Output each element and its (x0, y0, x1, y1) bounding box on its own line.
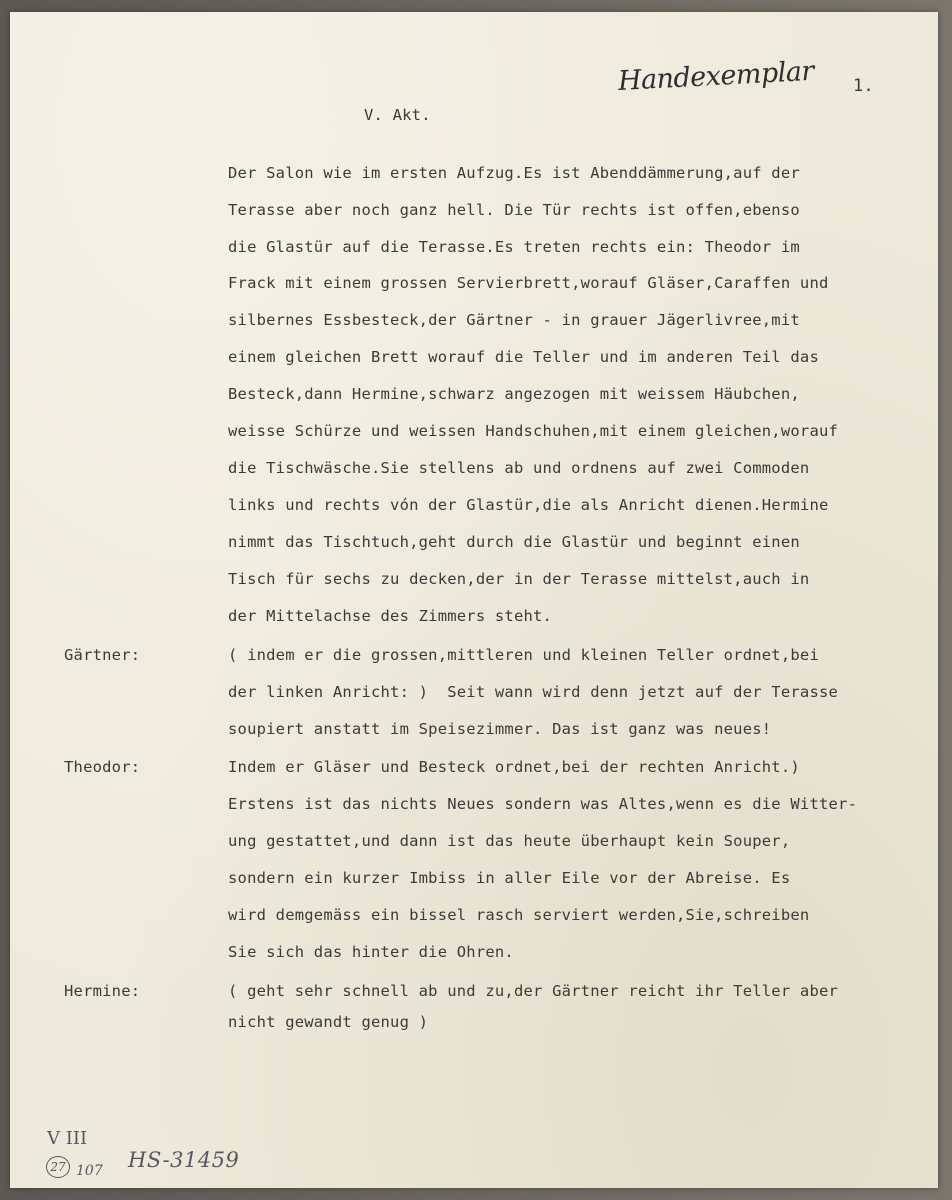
dialogue-line: soupiert anstatt im Speisezimmer. Das ist ganz was neues! (228, 720, 772, 738)
archive-circled-number: 27 (46, 1156, 70, 1178)
stage-direction-line: weisse Schürze und weissen Handschuhen,mit einem gleichen,worauf (228, 422, 839, 440)
dialogue-line: Erstens ist das nichts Neues sondern was Altes,wenn es die Witter- (228, 795, 858, 813)
dialogue-line: ( geht sehr schnell ab und zu,der Gärtner reicht ihr Teller aber (228, 982, 839, 1000)
dialogue-line: wird demgemäss ein bissel rasch serviert werden,Sie,schreiben (228, 906, 810, 924)
dialogue-line: Indem er Gläser und Besteck ordnet,bei der rechten Anricht.) (228, 758, 800, 776)
stage-direction-line: einem gleichen Brett worauf die Teller und im anderen Teil das (228, 348, 819, 366)
dialogue-line: nicht gewandt genug ) (228, 1013, 429, 1031)
stage-direction-line: nimmt das Tischtuch,geht durch die Glastür und beginnt einen (228, 533, 800, 551)
dialogue-line: sondern ein kurzer Imbiss in aller Eile vor der Abreise. Es (228, 869, 791, 887)
stage-direction-line: Besteck,dann Hermine,schwarz angezogen mit weissem Häubchen, (228, 385, 800, 403)
dialogue-line: Sie sich das hinter die Ohren. (228, 943, 514, 961)
dialogue-line: der linken Anricht: ) Seit wann wird denn jetzt auf der Terasse (228, 683, 839, 701)
stage-direction-line: Tisch für sechs zu decken,der in der Terasse mittelst,auch in (228, 570, 810, 588)
speaker-name: Gärtner: (64, 646, 141, 664)
handwritten-label: Handexemplar (617, 55, 815, 97)
dialogue-line: ( indem er die grossen,mittleren und kleinen Teller ordnet,bei (228, 646, 819, 664)
stage-direction-line: der Mittelachse des Zimmers steht. (228, 607, 553, 625)
stage-direction-line: Terasse aber noch ganz hell. Die Tür rechts ist offen,ebenso (228, 201, 800, 219)
stage-direction-line: links und rechts vón der Glastür,die als Anricht dienen.Hermine (228, 496, 829, 514)
archive-roman-mark: V III (47, 1128, 88, 1149)
typescript-page (10, 12, 938, 1188)
speaker-name: Theodor: (64, 758, 141, 776)
page-number: 1. (853, 76, 874, 96)
stage-direction-line: die Glastür auf die Terasse.Es treten rechts ein: Theodor im (228, 238, 800, 256)
archive-sub-number: 107 (76, 1163, 103, 1179)
dialogue-line: ung gestattet,und dann ist das heute überhaupt kein Souper, (228, 832, 791, 850)
stage-direction-line: Frack mit einem grossen Servierbrett,worauf Gläser,Caraffen und (228, 274, 829, 292)
stage-direction-line: silbernes Essbesteck,der Gärtner - in grauer Jägerlivree,mit (228, 311, 800, 329)
speaker-name: Hermine: (64, 982, 141, 1000)
act-title: V. Akt. (364, 106, 431, 124)
archive-signature: HS-31459 (128, 1148, 240, 1172)
stage-direction-line: Der Salon wie im ersten Aufzug.Es ist Abenddämmerung,auf der (228, 164, 800, 182)
stage-direction-line: die Tischwäsche.Sie stellens ab und ordnens auf zwei Commoden (228, 459, 810, 477)
